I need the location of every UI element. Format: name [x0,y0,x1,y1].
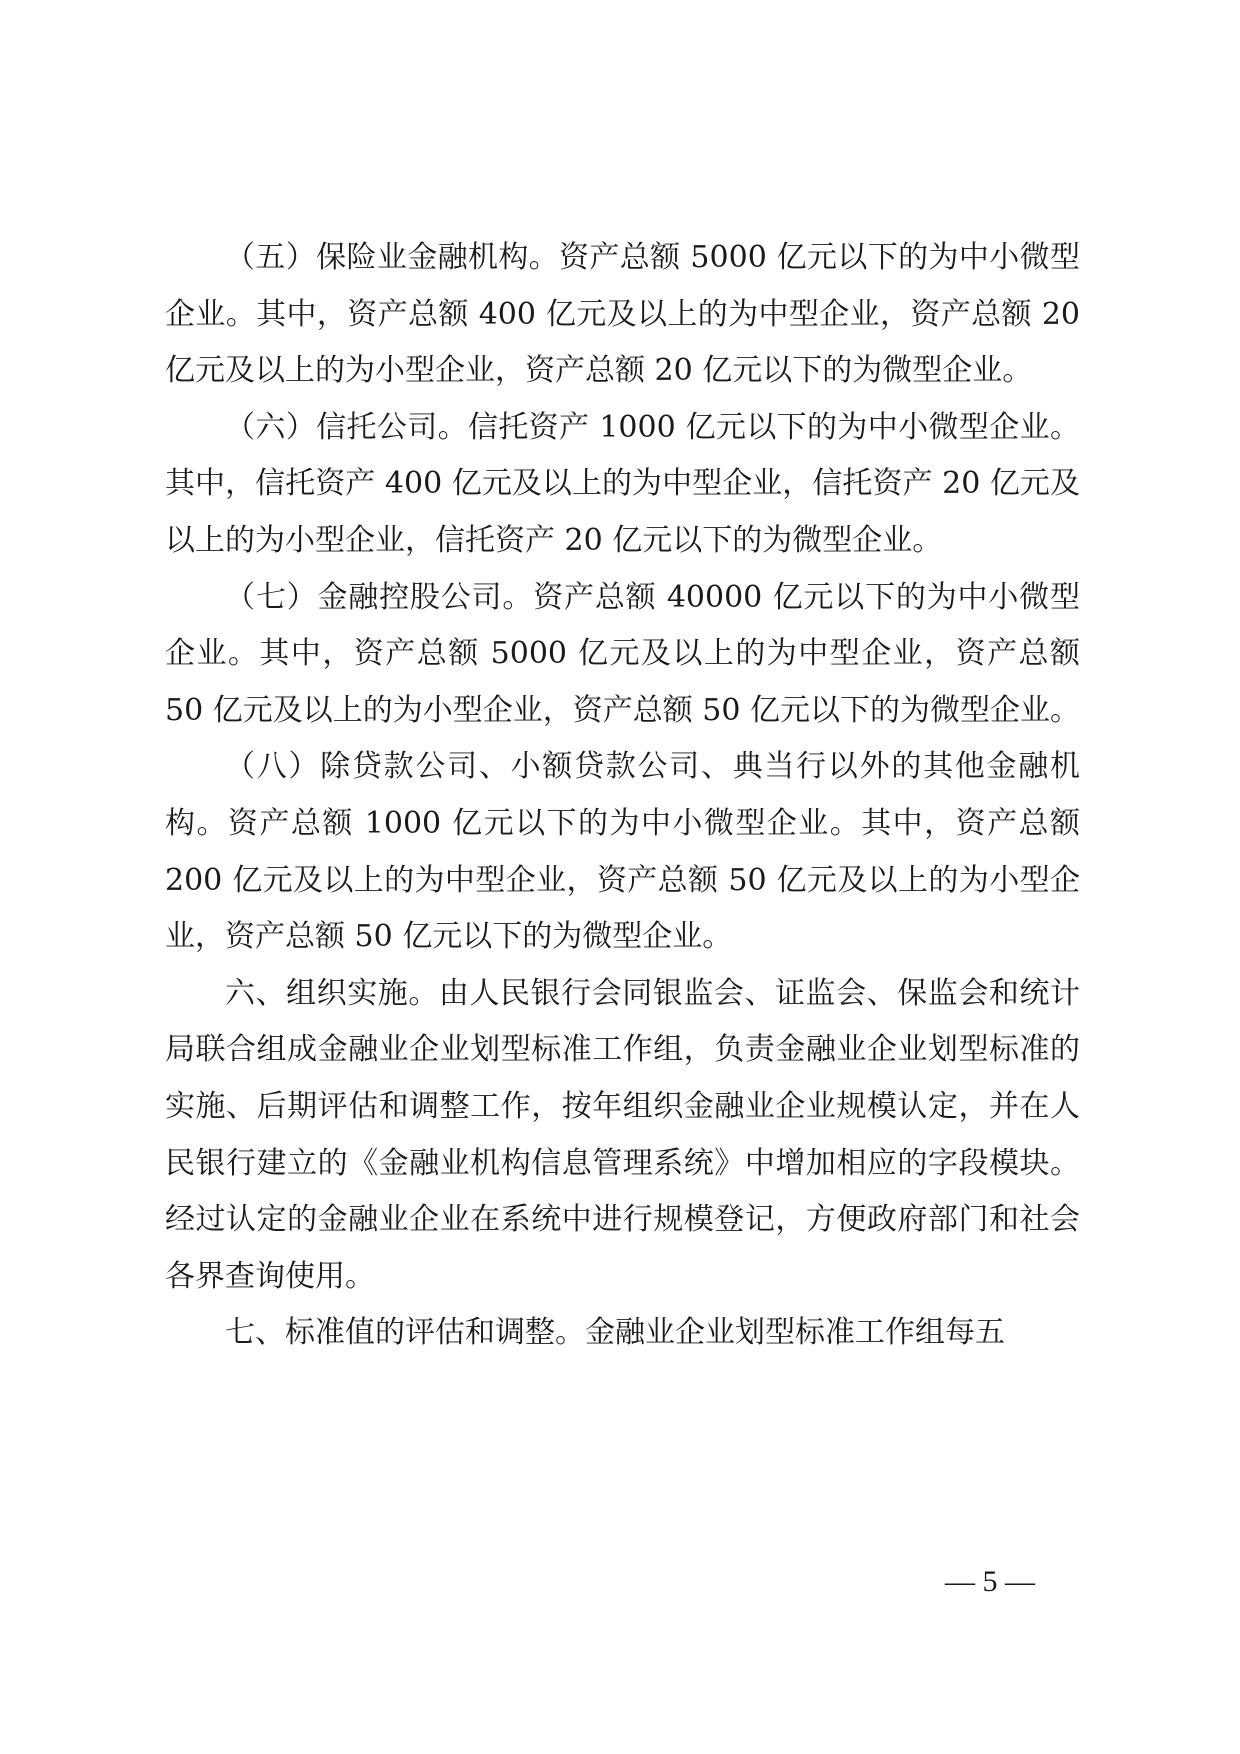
page-number: — 5 — [945,1565,1035,1598]
paragraph-holding: （七）金融控股公司。资产总额 40000 亿元以下的为中小微型企业。其中，资产总额 5000 亿元及以上的为中型企业，资产总额 50 亿元及以上的为小型企业，资产总额 50 亿元以下的为微型企业。 [165,579,1080,728]
paragraph-evaluation: 七、标准值的评估和调整。金融业企业划型标准工作组每五 [225,1315,1005,1351]
paragraph-insurance: （五）保险业金融机构。资产总额 5000 亿元以下的为中小微型企业。其中，资产总额 400 亿元及以上的为中型企业，资产总额 20 亿元及以上的为小型企业，资产总额 20 亿元以下的为微型企业。 [165,240,1080,389]
paragraph-implementation: 六、组织实施。由人民银行会同银监会、证监会、保监会和统计局联合组成金融业企业划型标准工作组，负责金融业企业划型标准的实施、后期评估和调整工作，按年组织金融业企业规模认定，并在人民银行建立的《金融业机构信息管理系统》中增加相应的字段模块。经过认定的金融业企业在系统中进行规模登记，方便政府部门和社会各界查询使用。 [165,975,1080,1294]
paragraph-trust: （六）信托公司。信托资产 1000 亿元以下的为中小微型企业。其中，信托资产 400 亿元及以上的为中型企业，信托资产 20 亿元及以上的为小型企业，信托资产 20 亿元以下的为微型企业。 [165,409,1080,558]
paragraph-other-institutions: （八）除贷款公司、小额贷款公司、典当行以外的其他金融机构。资产总额 1000 亿元以下的为中小微型企业。其中，资产总额 200 亿元及以上的为中型企业，资产总额 50 亿元及以上的为小型企业，资产总额 50 亿元以下的为微型企业。 [165,749,1080,955]
document-body [165,230,1080,1362]
